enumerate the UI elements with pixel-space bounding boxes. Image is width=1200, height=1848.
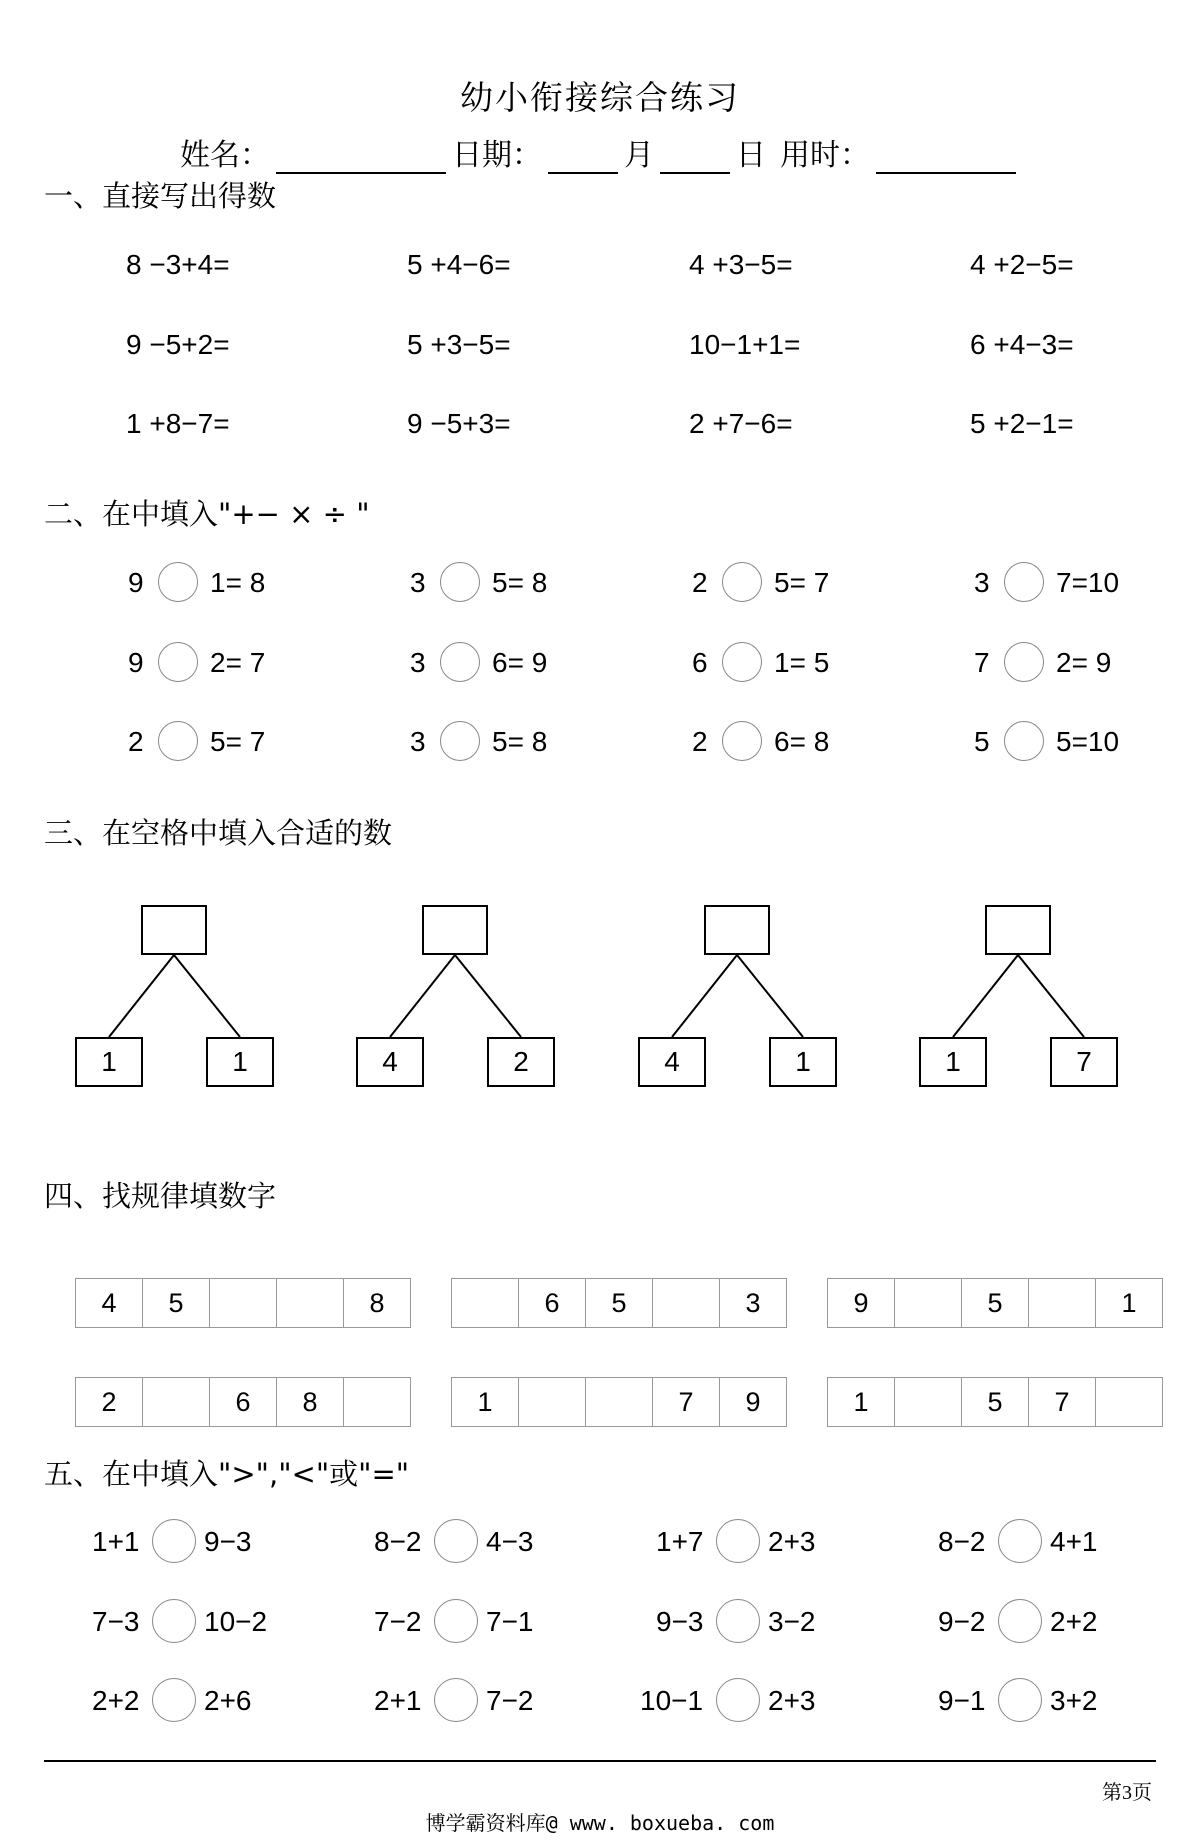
right-part-box: 1	[769, 1037, 837, 1087]
right-expression: 2+2	[1050, 1606, 1098, 1637]
right-expression: 2+3	[768, 1526, 816, 1557]
sequence-number-cell: 1	[1095, 1279, 1162, 1327]
operator-answer-circle[interactable]	[440, 642, 480, 682]
sequence-strip	[75, 1377, 411, 1427]
left-operand: 3	[410, 726, 426, 757]
comparison-answer-circle[interactable]	[152, 1599, 196, 1643]
right-expression: 3−2	[768, 1606, 816, 1637]
left-operand: 9	[128, 647, 144, 678]
comparison-answer-circle[interactable]	[152, 1519, 196, 1563]
operator-answer-circle[interactable]	[1004, 721, 1044, 761]
section3-heading: 三、在空格中填入合适的数	[44, 816, 393, 850]
comparison-answer-circle[interactable]	[434, 1678, 478, 1722]
arithmetic-problem: 5 +2−1=	[970, 408, 1074, 439]
comparison-answer-circle[interactable]	[998, 1599, 1042, 1643]
problem-row	[0, 320, 1200, 370]
operator-answer-circle[interactable]	[722, 562, 762, 602]
comparison-row	[0, 1517, 1200, 1567]
arithmetic-problem: 9 −5+2=	[126, 329, 230, 360]
sequence-number-cell: 7	[652, 1378, 719, 1426]
sequence-blank-cell[interactable]	[585, 1378, 652, 1426]
left-expression: 7−3	[92, 1606, 140, 1637]
sequence-number-cell: 6	[209, 1378, 276, 1426]
sequence-number-cell: 1	[853, 1387, 869, 1417]
operator-answer-circle[interactable]	[1004, 562, 1044, 602]
sequence-blank-cell[interactable]	[452, 1279, 518, 1327]
left-expression: 8−2	[374, 1526, 422, 1557]
arithmetic-problem: 5 +3−5=	[407, 329, 511, 360]
right-expression: 2= 7	[210, 647, 266, 678]
comparison-answer-circle[interactable]	[716, 1599, 760, 1643]
operator-answer-circle[interactable]	[722, 721, 762, 761]
right-part-box: 1	[206, 1037, 274, 1087]
arithmetic-problem: 6 +4−3=	[970, 329, 1074, 360]
left-expression: 9−1	[938, 1685, 986, 1716]
time-field[interactable]	[876, 140, 1016, 174]
problem-row	[0, 399, 1200, 449]
arithmetic-problem: 2 +7−6=	[689, 408, 793, 439]
sequence-strip	[827, 1278, 1163, 1328]
left-expression: 1+1	[92, 1526, 140, 1557]
sequence-number-cell: 4	[101, 1288, 117, 1318]
left-operand: 2	[128, 726, 144, 757]
left-part-box: 4	[356, 1037, 424, 1087]
right-expression: 7=10	[1056, 567, 1120, 598]
comparison-answer-circle[interactable]	[716, 1678, 760, 1722]
sequence-strip	[75, 1278, 411, 1328]
left-operand: 6	[692, 647, 708, 678]
section1-heading: 一、直接写出得数	[44, 179, 277, 213]
sequence-number-cell: 7	[1028, 1378, 1095, 1426]
right-expression: 6= 8	[774, 726, 830, 757]
sequence-number-cell: 8	[276, 1378, 343, 1426]
arithmetic-problem: 4 +3−5=	[689, 249, 793, 280]
left-operand: 3	[410, 567, 426, 598]
left-operand: 3	[974, 567, 990, 598]
left-part-box: 1	[75, 1037, 143, 1087]
sequence-number-cell: 5	[142, 1279, 209, 1327]
arithmetic-problem: 5 +4−6=	[407, 249, 511, 280]
right-expression: 1= 8	[210, 567, 266, 598]
comparison-answer-circle[interactable]	[998, 1678, 1042, 1722]
sequence-number-cell: 9	[853, 1288, 869, 1318]
comparison-row	[0, 1676, 1200, 1726]
arithmetic-problem: 9 −5+3=	[407, 408, 511, 439]
left-expression: 1+7	[656, 1526, 704, 1557]
left-expression: 9−2	[938, 1606, 986, 1637]
sum-answer-box[interactable]	[422, 905, 488, 955]
left-operand: 2	[692, 567, 708, 598]
right-expression: 2+3	[768, 1685, 816, 1716]
right-expression: 5= 7	[210, 726, 266, 757]
footer-watermark-text: 博学霸资料库@ www. boxueba. com	[425, 1811, 775, 1835]
number-bond-tree	[919, 905, 1159, 1090]
sequence-strip	[827, 1377, 1163, 1427]
right-expression: 4−3	[486, 1526, 534, 1557]
page-number: 第3页	[1102, 1782, 1152, 1804]
left-operand: 3	[410, 647, 426, 678]
left-operand: 7	[974, 647, 990, 678]
right-part-box: 7	[1050, 1037, 1118, 1087]
right-expression: 5= 7	[774, 567, 830, 598]
right-expression: 7−2	[486, 1685, 534, 1716]
arithmetic-problem: 8 −3+4=	[126, 249, 230, 280]
right-expression: 3+2	[1050, 1685, 1098, 1716]
operator-answer-circle[interactable]	[158, 721, 198, 761]
comparison-answer-circle[interactable]	[998, 1519, 1042, 1563]
left-operand: 5	[974, 726, 990, 757]
operator-answer-circle[interactable]	[158, 642, 198, 682]
right-expression: 5= 8	[492, 567, 548, 598]
right-expression: 7−1	[486, 1606, 534, 1637]
sequence-blank-cell[interactable]	[518, 1378, 585, 1426]
left-part-box: 4	[638, 1037, 706, 1087]
left-expression: 9−3	[656, 1606, 704, 1637]
right-expression: 6= 9	[492, 647, 548, 678]
sequence-number-cell: 2	[101, 1387, 117, 1417]
left-expression: 2+2	[92, 1685, 140, 1716]
sequence-number-cell: 1	[477, 1387, 493, 1417]
comparison-answer-circle[interactable]	[434, 1599, 478, 1643]
left-expression: 8−2	[938, 1526, 986, 1557]
left-operand: 9	[128, 567, 144, 598]
sequence-number-cell: 5	[961, 1279, 1028, 1327]
sequence-blank-cell[interactable]	[894, 1378, 961, 1426]
operator-answer-circle[interactable]	[722, 642, 762, 682]
section4-heading: 四、找规律填数字	[44, 1179, 277, 1213]
operator-row	[0, 558, 1200, 608]
sequence-blank-cell[interactable]	[209, 1279, 276, 1327]
right-expression: 2= 9	[1056, 647, 1112, 678]
sequence-blank-cell[interactable]	[1028, 1279, 1095, 1327]
comparison-answer-circle[interactable]	[434, 1519, 478, 1563]
number-bond-tree	[75, 905, 315, 1090]
sum-answer-box[interactable]	[985, 905, 1051, 955]
sequence-blank-cell[interactable]	[652, 1279, 719, 1327]
sequence-blank-cell[interactable]	[894, 1279, 961, 1327]
comparison-row	[0, 1597, 1200, 1647]
left-operand: 2	[692, 726, 708, 757]
operator-row	[0, 717, 1200, 767]
page-title: 幼小衔接综合练习	[460, 78, 740, 117]
right-part-box: 2	[487, 1037, 555, 1087]
sequence-number-cell: 8	[343, 1279, 410, 1327]
right-expression: 10−2	[204, 1606, 268, 1637]
operator-row	[0, 638, 1200, 688]
number-bond-tree	[356, 905, 596, 1090]
date-label: 日期：	[452, 138, 542, 173]
left-expression: 10−1	[640, 1685, 704, 1716]
sequence-number-cell: 5	[961, 1378, 1028, 1426]
footer-divider	[44, 1760, 1156, 1762]
right-expression: 2+6	[204, 1685, 252, 1716]
month-label: 月	[624, 138, 654, 173]
arithmetic-problem: 10−1+1=	[689, 329, 801, 360]
operator-answer-circle[interactable]	[440, 721, 480, 761]
left-expression: 7−2	[374, 1606, 422, 1637]
section2-heading: 二、在中填入"+− × ÷ "	[44, 497, 370, 531]
comparison-answer-circle[interactable]	[716, 1519, 760, 1563]
number-bond-tree	[638, 905, 878, 1090]
sequence-number-cell: 9	[719, 1378, 786, 1426]
sum-answer-box[interactable]	[141, 905, 207, 955]
day-field[interactable]	[660, 140, 730, 174]
sequence-number-cell: 6	[518, 1279, 585, 1327]
right-expression: 5=10	[1056, 726, 1120, 757]
sequence-strip	[451, 1278, 787, 1328]
operator-answer-circle[interactable]	[1004, 642, 1044, 682]
section5-heading: 五、在中填入">","<"或"="	[44, 1457, 410, 1491]
sequence-blank-cell[interactable]	[343, 1378, 410, 1426]
sequence-blank-cell[interactable]	[1095, 1378, 1162, 1426]
left-expression: 2+1	[374, 1685, 422, 1716]
comparison-answer-circle[interactable]	[152, 1678, 196, 1722]
left-part-box: 1	[919, 1037, 987, 1087]
right-expression: 4+1	[1050, 1526, 1098, 1557]
sequence-number-cell: 3	[719, 1279, 786, 1327]
operator-answer-circle[interactable]	[158, 562, 198, 602]
right-expression: 9−3	[204, 1526, 252, 1557]
sequence-number-cell: 5	[585, 1279, 652, 1327]
right-expression: 1= 5	[774, 647, 830, 678]
operator-answer-circle[interactable]	[440, 562, 480, 602]
arithmetic-problem: 4 +2−5=	[970, 249, 1074, 280]
student-info-line	[180, 130, 1022, 174]
sum-answer-box[interactable]	[704, 905, 770, 955]
name-label: 姓名：	[180, 138, 270, 173]
problem-row	[0, 240, 1200, 290]
name-field[interactable]	[276, 140, 446, 174]
sequence-strip	[451, 1377, 787, 1427]
sequence-blank-cell[interactable]	[276, 1279, 343, 1327]
right-expression: 5= 8	[492, 726, 548, 757]
arithmetic-problem: 1 +8−7=	[126, 408, 230, 439]
month-field[interactable]	[548, 140, 618, 174]
time-label: 用时：	[780, 138, 870, 173]
day-label: 日	[736, 138, 766, 173]
sequence-blank-cell[interactable]	[142, 1378, 209, 1426]
